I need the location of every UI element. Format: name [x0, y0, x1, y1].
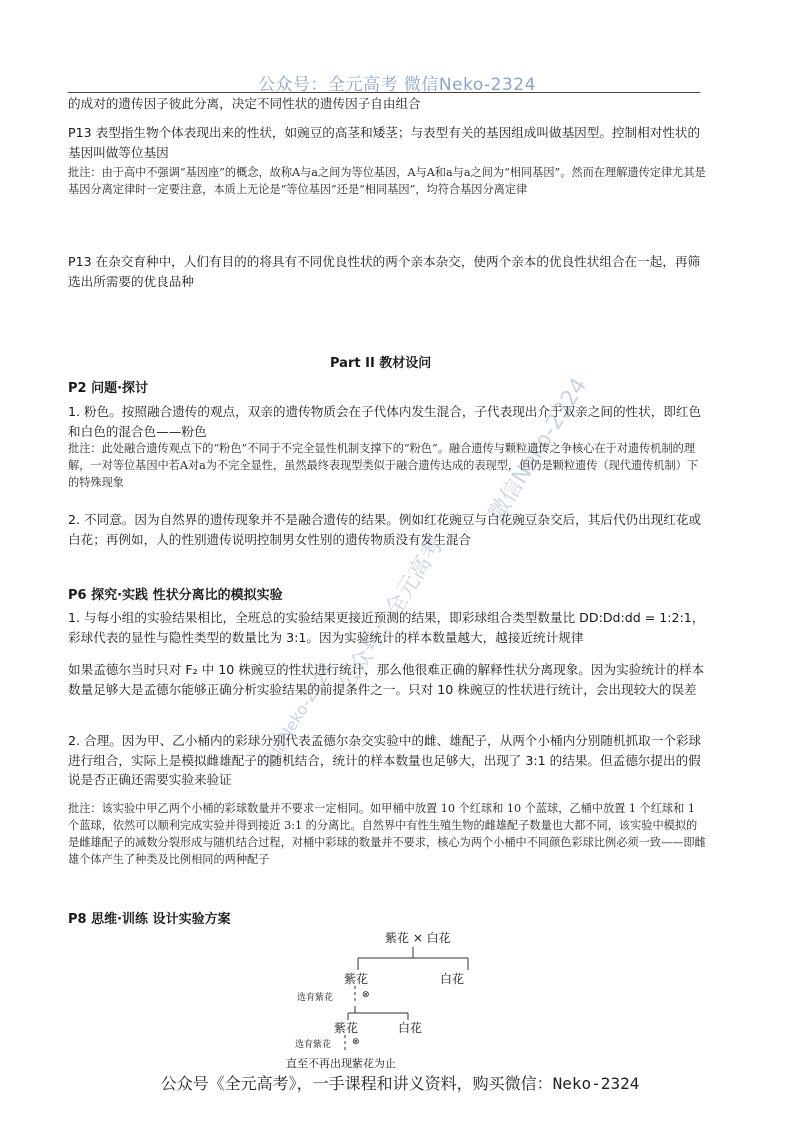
subsection-heading: P6 探究·实践 性状分离比的模拟实验 [68, 588, 283, 603]
answer-paragraph: 2. 不同意。因为自然界的遗传现象并不是融合遗传的结果。例如红花豌豆与白花豌豆杂交后，其后代仍出现红花或白花；再例如，人的性别遗传说明控制男女性别的遗传物质没有发生混合 [68, 512, 702, 547]
section-title: Part II 教材设问 [330, 356, 432, 371]
watermark-diagonal: 微信Neko-2324 [484, 373, 593, 526]
answer-paragraph: 2. 合理。因为甲、乙小桶内的彩球分别代表孟德尔杂交实验中的雌、雄配子，从两个小桶内分别随机抓取一个彩球进行组合，实际上是模拟雌雄配子的随机结合，统计的样本数量也足够大，出现了 3:1 的结果。但孟德尔提出的假说是否正确还需要实验来验证 [68, 733, 702, 787]
answer-paragraph: 1. 粉色。按照融合遗传的观点，双亲的遗传物质会在子代体内发生混合，子代表现出介于双亲之间的性状，即红色和白色的混合色——粉色 [68, 404, 702, 439]
note-paragraph: 批注：由于高中不强调“基因座”的概念，故称A与a之间为等位基因，A与A和a与a之间为“相同基因”。然而在理解遗传定律尤其是基因分离定律时一定要注意，本质上无论是“等位基因”还是“相同基因”，均符合基因分离定律 [68, 166, 706, 196]
offspring-white: 白花 [440, 972, 465, 986]
select-label: 选育紫花 [295, 1040, 332, 1050]
offspring-purple: 紫花 [334, 1021, 359, 1035]
footer-ad: 公众号《全元高考》，一手课程和讲义资料，购买微信：Neko-2324 [160, 1074, 640, 1093]
answer-paragraph: 如果孟德尔当时只对 F₂ 中 10 株豌豆的性状进行统计，那么他很难正确的解释性状分离现象。因为实验统计的样本数量足够大是孟德尔能够正确分析实验结果的前提条件之一。只对 10 株豌豆的性状进行统计，会出现较大的误差 [68, 662, 705, 697]
paragraph-p13-breeding: P13 在杂交育种中，人们有目的的将具有不同优良性状的两个亲本杂交，使两个亲本的优良性状组合在一起，再筛选出所需要的优良品种 [68, 254, 701, 289]
subsection-heading: P8 思维·训练 设计实验方案 [68, 912, 231, 927]
end-condition: 直至不再出现紫花为止 [286, 1057, 396, 1070]
offspring-white: 白花 [398, 1021, 423, 1035]
select-label: 选育紫花 [297, 993, 334, 1003]
paragraph-p13-phenotype: P13 表型指生物个体表现出来的性状，如豌豆的高茎和矮茎；与表型有关的基因组成叫做基因型。控制相对性状的基因叫做等位基因 [68, 125, 701, 160]
note-paragraph: 批注：该实验中甲乙两个小桶的彩球数量并不要求一定相同。如甲桶中放置 10 个红球和 10 个蓝球，乙桶中放置 1 个红球和 1 个蓝球，依然可以顺利完成实验并得到接近 3:1 的分离比。自然界中有性生殖生物的雌雄配子数量也大都不同，该实验中模拟的是雌雄配子的减数分裂形成与随机结合过程，对桶中彩球的数量并不要求，核心为两个小桶中不同颜色彩球比例必须一致——即雌雄个体产生了种类及比例相同的两种配子 [68, 802, 706, 866]
offspring-purple: 紫花 [344, 972, 369, 986]
cross-label: 紫花 × 白花 [385, 931, 451, 945]
subsection-heading: P2 问题·探讨 [68, 381, 149, 396]
note-paragraph: 批注：此处融合遗传观点下的“粉色”不同于不完全显性机制支撑下的“粉色”。融合遗传与颗粒遗传之争核心在于对遗传机制的理解，一对等位基因中若A对a为不完全显性，虽然最终表现型类似于融合遗传达成的表现型，但仍是颗粒遗传（现代遗传机制）下的特殊现象 [68, 442, 699, 489]
selfing-symbol: ⊗ [362, 990, 370, 1000]
watermark-top: 公众号：全元高考 微信Neko-2324 [258, 75, 536, 95]
watermark-diagonal: 微信Neko-2324 [257, 660, 337, 772]
paragraph: 的成对的遗传因子彼此分离，决定不同性状的遗传因子自由组合 [68, 96, 421, 111]
watermark-diagonal: 公众号：全元高考 [334, 533, 449, 696]
answer-paragraph: 1. 与每小组的实验结果相比，全班总的实验结果更接近预测的结果，即彩球组合类型数量比 DD:Dd:dd = 1:2:1，彩球代表的显性与隐性类型的数量比为 3:1。因为实验统计的样本数量越大，越接近统计规律 [68, 610, 705, 645]
selfing-symbol: ⊗ [352, 1037, 360, 1047]
